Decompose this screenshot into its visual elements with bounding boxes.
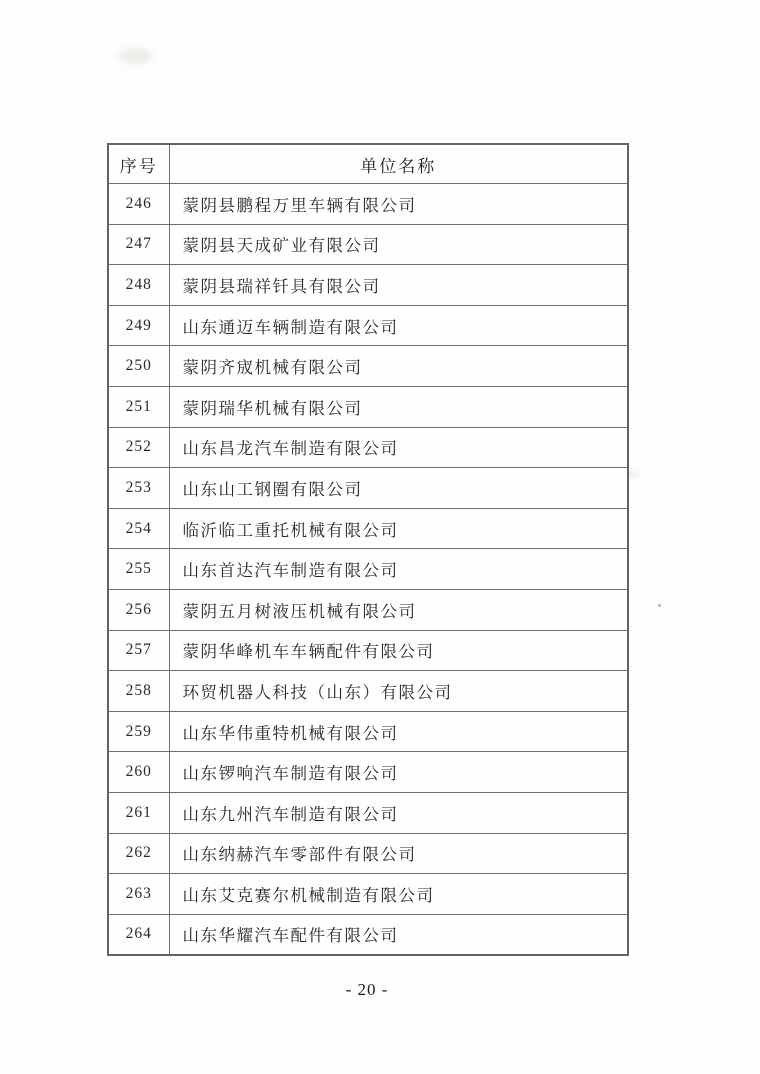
row-company-name: 山东华伟重特机械有限公司 [169,711,628,752]
row-company-name: 山东纳赫汽车零部件有限公司 [169,833,628,874]
row-index: 252 [108,427,169,468]
row-company-name: 山东艾克赛尔机械制造有限公司 [169,874,628,915]
row-company-name: 山东昌龙汽车制造有限公司 [169,427,628,468]
row-index: 250 [108,346,169,387]
company-table [107,143,629,956]
row-company-name: 蒙阴华峰机车车辆配件有限公司 [169,630,628,671]
page-number: - 20 - [345,980,389,999]
row-index: 246 [108,184,169,225]
row-index: 247 [108,224,169,265]
table-row [108,671,628,712]
row-index: 261 [108,792,169,833]
row-company-name: 山东首达汽车制造有限公司 [169,549,628,590]
row-company-name: 蒙阴齐宬机械有限公司 [169,346,628,387]
table-row [108,427,628,468]
row-index: 251 [108,386,169,427]
row-index: 249 [108,305,169,346]
table-row [108,792,628,833]
row-index: 255 [108,549,169,590]
scan-artifact [658,604,661,607]
row-company-name: 蒙阴五月树液压机械有限公司 [169,589,628,630]
row-index: 256 [108,589,169,630]
table-row [108,874,628,915]
table-row [108,265,628,306]
table-row [108,630,628,671]
table-row [108,914,628,955]
row-company-name: 蒙阴县鹏程万里车辆有限公司 [169,184,628,225]
row-company-name: 临沂临工重托机械有限公司 [169,508,628,549]
table-row [108,468,628,509]
scan-artifact [118,48,152,64]
table-row [108,833,628,874]
table-row [108,752,628,793]
table-row [108,305,628,346]
row-company-name: 环贸机器人科技（山东）有限公司 [169,671,628,712]
row-index: 262 [108,833,169,874]
row-company-name: 山东山工钢圈有限公司 [169,468,628,509]
row-index: 257 [108,630,169,671]
table-row [108,589,628,630]
row-company-name: 山东通迈车辆制造有限公司 [169,305,628,346]
table-row [108,224,628,265]
row-index: 260 [108,752,169,793]
row-company-name: 蒙阴县天成矿业有限公司 [169,224,628,265]
row-company-name: 山东锣响汽车制造有限公司 [169,752,628,793]
table-body [108,184,628,956]
row-index: 254 [108,508,169,549]
row-index: 264 [108,914,169,955]
row-index: 258 [108,671,169,712]
header-index: 序号 [108,144,169,184]
row-index: 259 [108,711,169,752]
row-company-name: 蒙阴瑞华机械有限公司 [169,386,628,427]
table-row [108,184,628,225]
row-company-name: 山东九州汽车制造有限公司 [169,792,628,833]
row-company-name: 蒙阴县瑞祥钎具有限公司 [169,265,628,306]
table-row [108,549,628,590]
table-row [108,346,628,387]
table-row [108,386,628,427]
row-index: 263 [108,874,169,915]
header-company-name: 单位名称 [169,144,628,184]
row-index: 253 [108,468,169,509]
table-row [108,711,628,752]
row-index: 248 [108,265,169,306]
table-row [108,508,628,549]
table-header-row [108,144,628,184]
row-company-name: 山东华耀汽车配件有限公司 [169,914,628,955]
